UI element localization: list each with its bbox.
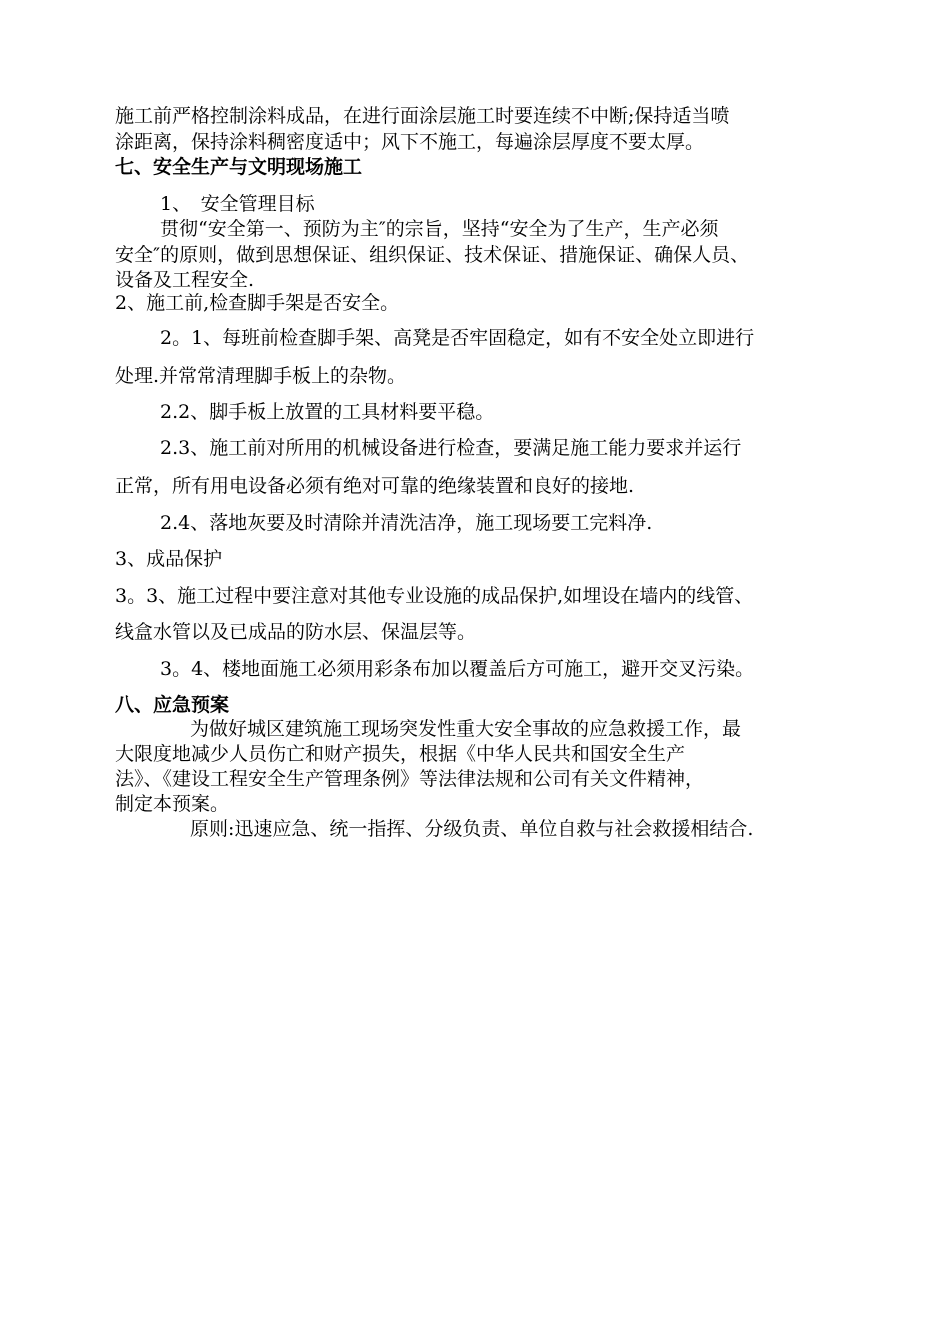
- paragraph-line: 涂距离，保持涂料稠密度适中；风下不施工，每遍涂层厚度不要太厚。: [115, 131, 705, 153]
- subsection-heading: 1、 安全管理目标: [160, 193, 315, 215]
- paragraph-line: 3。4、楼地面施工必须用彩条布加以覆盖后方可施工，避开交叉污染。: [160, 658, 755, 680]
- paragraph-line: 贯彻“安全第一、预防为主″的宗旨，坚持“安全为了生产，生产必须: [160, 218, 719, 240]
- paragraph-line: 正常，所有用电设备必须有绝对可靠的绝缘装置和良好的接地.: [115, 475, 635, 497]
- paragraph-line: 为做好城区建筑施工现场突发性重大安全事故的应急救援工作，最: [190, 718, 742, 740]
- paragraph-line: 原则:迅速应急、统一指挥、分级负责、单位自救与社会救援相结合.: [190, 818, 754, 840]
- paragraph-line: 制定本预案。: [115, 793, 230, 815]
- paragraph-line: 2.2、脚手板上放置的工具材料要平稳。: [160, 401, 495, 423]
- paragraph-line: 施工前严格控制涂料成品，在进行面涂层施工时要连续不中断;保持适当喷: [115, 105, 730, 127]
- paragraph-line: 设备及工程安全.: [115, 269, 255, 291]
- paragraph-line: 线盒水管以及已成品的防水层、保温层等。: [115, 621, 477, 643]
- paragraph-line: 2。1、每班前检查脚手架、高凳是否牢固稳定，如有不安全处立即进行: [160, 327, 755, 349]
- paragraph-line: 大限度地减少人员伤亡和财产损失，根据《中华人民共和国安全生产: [115, 743, 686, 765]
- subsection-heading: 3、成品保护: [115, 548, 223, 570]
- paragraph-line: 安全″的原则，做到思想保证、组织保证、技术保证、措施保证、确保人员、: [115, 244, 750, 266]
- section-heading: 七、安全生产与文明现场施工: [115, 156, 363, 178]
- paragraph-line: 2.4、落地灰要及时清除并清洗洁净，施工现场要工完料净.: [160, 512, 653, 534]
- section-heading: 八、应急预案: [115, 694, 230, 716]
- paragraph-line: 2.3、施工前对所用的机械设备进行检查，要满足施工能力要求并运行: [160, 437, 742, 459]
- paragraph-line: 处理.并常常清理脚手板上的杂物。: [115, 365, 407, 387]
- paragraph-line: 3。3、施工过程中要注意对其他专业设施的成品保护,如埋设在墙内的线管、: [115, 585, 754, 607]
- subsection-heading: 2、施工前,检查脚手架是否安全。: [115, 292, 400, 314]
- paragraph-line: 法》、《建设工程安全生产管理条例》等法律法规和公司有关文件精神，: [115, 768, 705, 790]
